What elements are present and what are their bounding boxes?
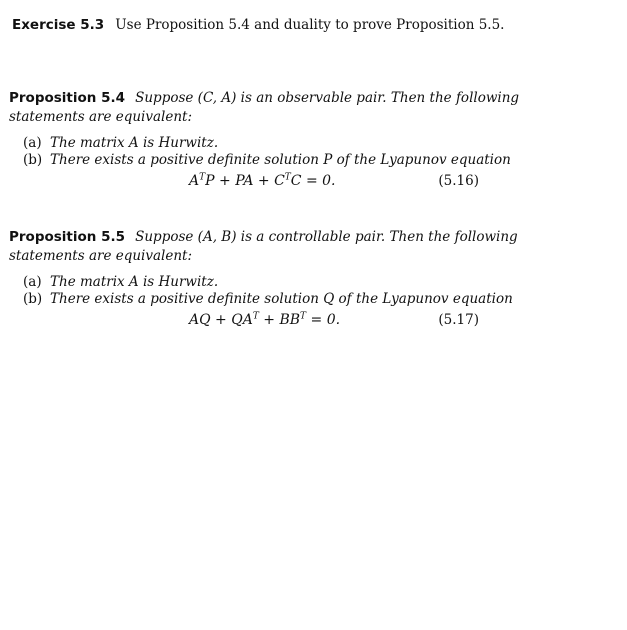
proposition-statement-line1: Suppose (C, A) is an observable pair. Then the following	[135, 90, 520, 106]
exercise-statement	[12, 15, 505, 34]
equation-number: (5.16)	[438, 173, 479, 189]
equation-superscript: T	[300, 311, 307, 322]
equation-superscript: T	[284, 172, 291, 183]
equation-row	[9, 171, 479, 193]
item-text: The matrix A is Hurwitz.	[50, 135, 219, 151]
lyapunov-equation	[189, 173, 336, 189]
list-item	[23, 135, 479, 152]
proposition-statement-line1: Suppose (A, B) is a controllable pair. Then the following	[135, 229, 518, 245]
item-text: There exists a positive definite solution P of the Lyapunov equation	[50, 152, 511, 168]
proposition-label: Proposition 5.4	[9, 90, 126, 106]
item-text: The matrix A is Hurwitz.	[50, 274, 219, 290]
item-marker: (a)	[23, 274, 42, 290]
equation-row	[9, 310, 479, 332]
item-marker: (b)	[23, 152, 43, 168]
exercise-label: Exercise 5.3	[12, 17, 105, 33]
equation-superscript: T	[252, 311, 259, 322]
proposition-items	[9, 135, 511, 169]
equation-part: + BB	[258, 312, 301, 328]
equation-part: A	[189, 173, 200, 189]
exercise-text: Use Proposition 5.4 and duality to prove Proposition 5.5.	[115, 17, 505, 33]
proposition-5-4	[9, 88, 520, 193]
equation-superscript: T	[199, 172, 206, 183]
equation-part: AQ + QA	[189, 312, 253, 328]
equation-number: (5.17)	[438, 312, 479, 328]
proposition-label: Proposition 5.5	[9, 229, 126, 245]
proposition-statement-line2: statements are equivalent:	[9, 109, 193, 125]
lyapunov-equation	[189, 312, 340, 328]
equation-part: = 0.	[306, 312, 341, 328]
item-text: There exists a positive definite solution Q of the Lyapunov equation	[50, 291, 513, 307]
equation-part: C = 0.	[290, 173, 336, 189]
proposition-statement-line2: statements are equivalent:	[9, 248, 193, 264]
equation-part: P + PA + C	[205, 173, 285, 189]
proposition-5-5	[9, 227, 518, 332]
proposition-items	[9, 274, 513, 308]
list-item	[23, 152, 511, 169]
list-item	[23, 291, 513, 308]
list-item	[23, 274, 479, 291]
item-marker: (a)	[23, 135, 42, 151]
item-marker: (b)	[23, 291, 43, 307]
